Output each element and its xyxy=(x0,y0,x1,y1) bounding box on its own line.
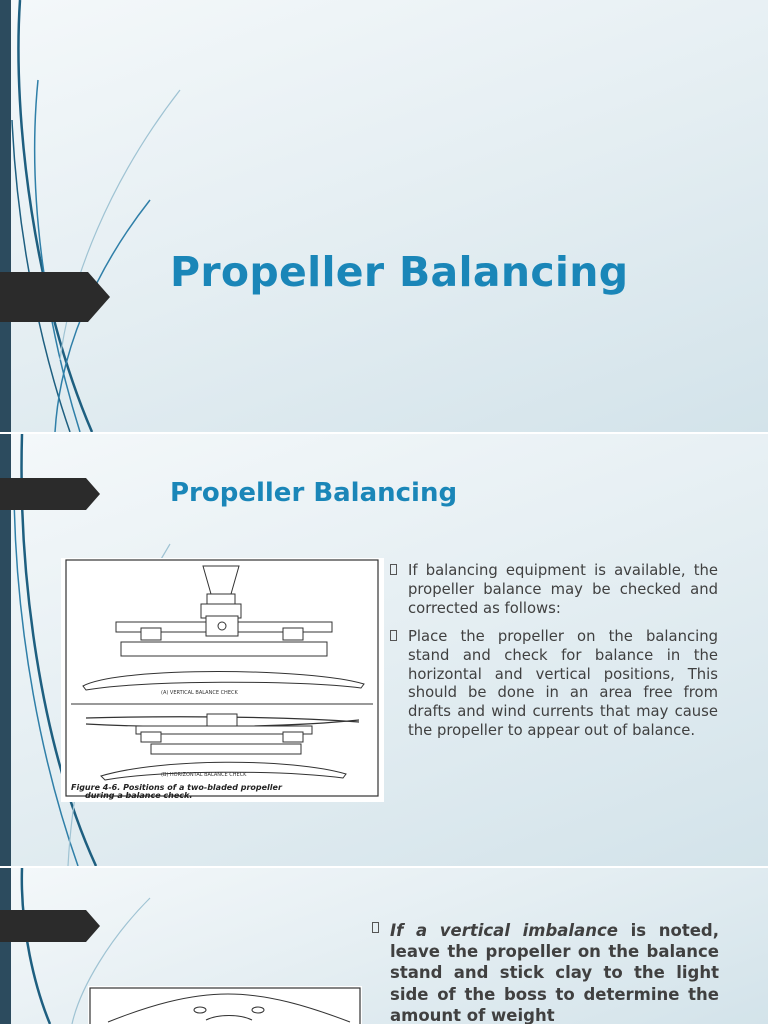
balance-check-figure xyxy=(61,558,384,802)
propeller-diagram xyxy=(61,558,384,802)
figure-label-b: (B) HORIZONTAL BALANCE CHECK xyxy=(161,772,247,778)
slide-3-bullet-list xyxy=(390,920,719,1024)
bullet-square-icon xyxy=(390,564,397,575)
slide-2-bullet-list xyxy=(408,562,718,750)
figure-caption-line-1: Figure 4-6. Positions of a two-bladed propeller xyxy=(71,783,282,792)
propeller-boss-diagram xyxy=(88,986,362,1024)
bullet-square-icon xyxy=(390,630,397,641)
bullet-emphasis: If a vertical imbalance xyxy=(390,921,618,940)
bullet-text: If balancing equipment is available, the propeller balance may be checked and corrected as follows: xyxy=(408,562,718,617)
slide-tab-marker xyxy=(0,272,110,322)
bullet-item xyxy=(390,920,719,1024)
propeller-boss-figure xyxy=(88,986,362,1024)
bullet-square-icon xyxy=(372,922,379,933)
figure-caption xyxy=(71,784,282,800)
slide-tab-marker xyxy=(0,910,100,942)
figure-label-a: (A) VERTICAL BALANCE CHECK xyxy=(161,690,238,696)
figure-caption-line-2: during a balance check. xyxy=(85,791,193,800)
bullet-text: is noted, leave the propeller on the balance stand and stick clay to the light side of the boss to determine the amount of weight xyxy=(390,921,719,1024)
bullet-text: Place the propeller on the balancing stand and check for balance in the horizontal and vertical positions, This should be done in an area free from drafts and wind currents that may cause the propeller to appear out of balance. xyxy=(408,627,718,740)
slide-tab-marker xyxy=(0,478,100,510)
bullet-item xyxy=(408,562,718,619)
slide-1 xyxy=(0,0,768,432)
slide-2-heading: Propeller Balancing xyxy=(170,478,458,508)
swoosh-decoration xyxy=(0,0,200,432)
bullet-item xyxy=(408,628,718,741)
title-slide-heading: Propeller Balancing xyxy=(170,248,629,296)
